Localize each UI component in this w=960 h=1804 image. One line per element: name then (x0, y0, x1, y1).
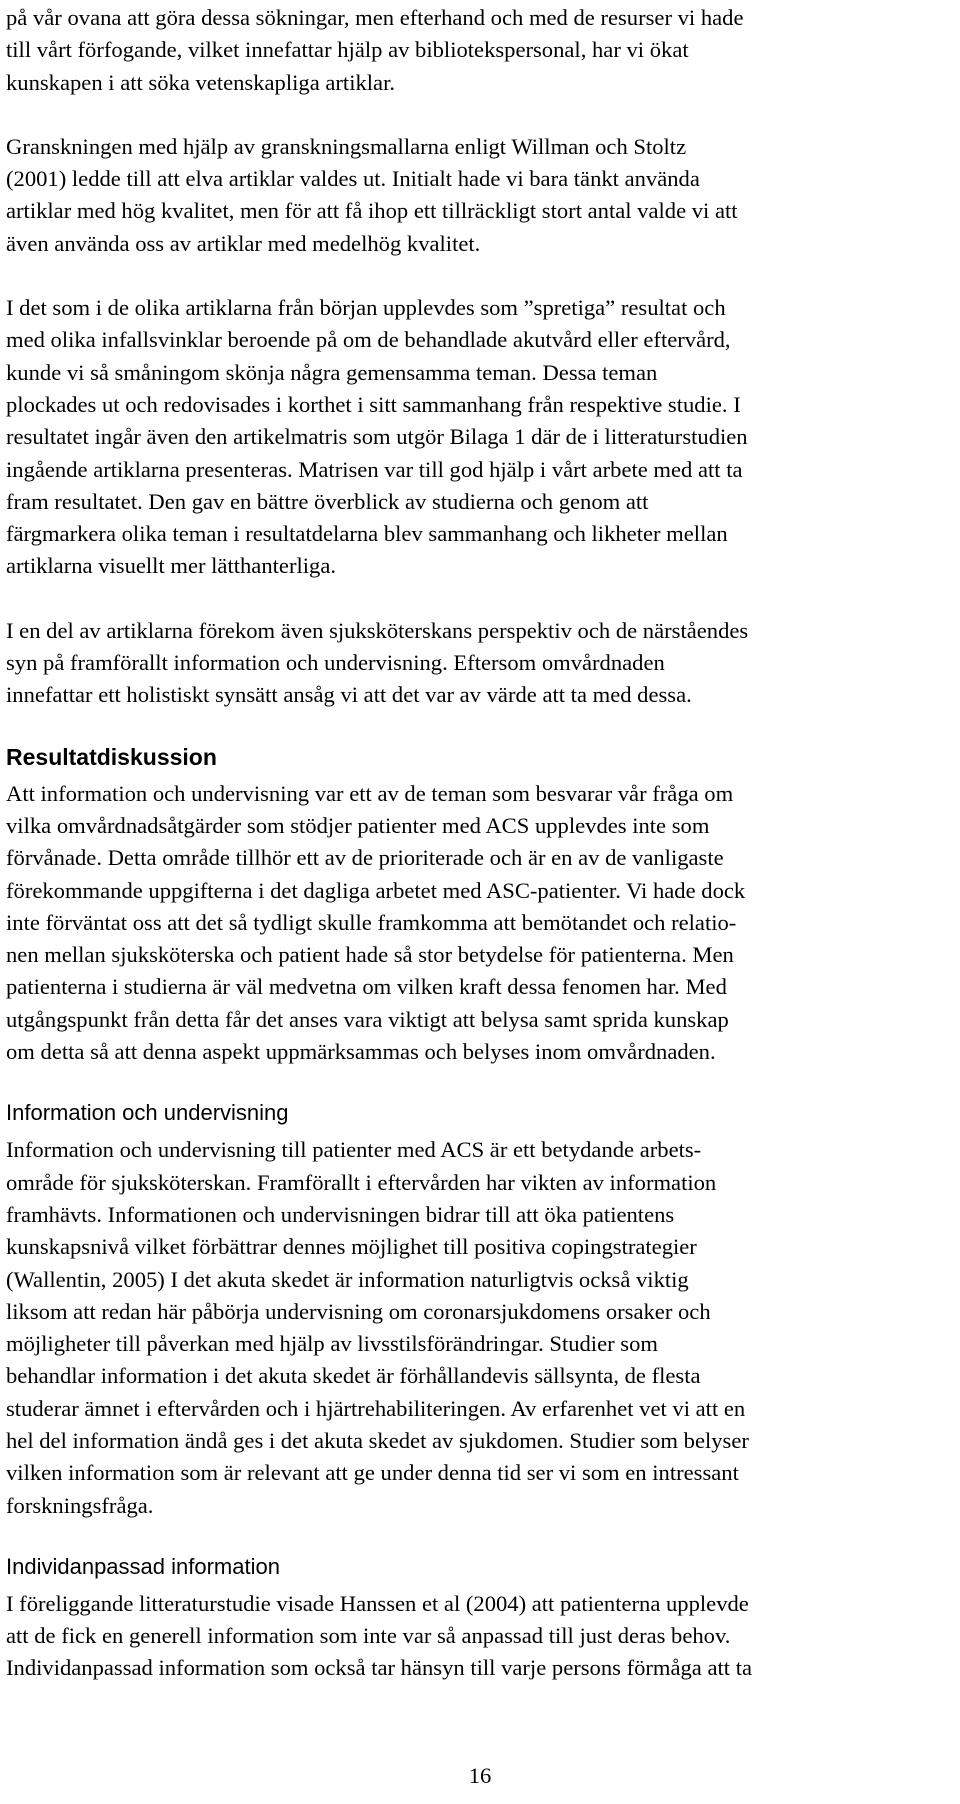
text-line: möjligheter till påverkan med hjälp av livsstilsförändringar. Studier som (6, 1331, 658, 1357)
text-line: artiklar med hög kvalitet, men för att få ihop ett tillräckligt stort antal valde vi att (6, 198, 738, 224)
page-number: 16 (468, 1763, 492, 1788)
text-line: liksom att redan här påbörja undervisning om coronarsjukdomens orsaker och (6, 1298, 711, 1324)
paragraph-information-education (6, 1134, 952, 1522)
text-line: patienterna i studierna är väl medvetna om vilken kraft dessa fenomen har. Med (6, 974, 727, 1000)
text-line: hel del information ändå ges i det akuta skedet av sjukdomen. Studier som belyser (6, 1427, 749, 1453)
text-line: studerar ämnet i eftervården och i hjärtrehabiliteringen. Av erfarenhet vet vi att en (6, 1395, 746, 1421)
paragraph-spacer (6, 712, 952, 736)
text-line: Att information och undervisning var ett av de teman som besvarar vår fråga om (6, 780, 734, 806)
text-line: område för sjuksköterskan. Framförallt i eftervården har vikten av information (6, 1169, 717, 1195)
text-line: att de fick en generell information som inte var så anpassad till just deras behov. (6, 1623, 731, 1649)
text-line: Information och undervisning till patienter med ACS är ett betydande arbets- (6, 1137, 702, 1163)
paragraph-spacer (6, 260, 952, 292)
text-line: syn på framförallt information och undervisning. Eftersom omvårdnaden (6, 650, 665, 676)
text-line: I föreliggande litteraturstudie visade Hanssen et al (2004) att patienterna upplevde (6, 1590, 749, 1616)
text-line: Granskningen med hjälp av granskningsmallarna enligt Willman och Stoltz (6, 133, 687, 159)
text-line: även använda oss av artiklar med medelhög kvalitet. (6, 230, 481, 256)
paragraph-spacer (6, 583, 952, 615)
text-line: med olika infallsvinklar beroende på om de behandlade akutvård eller eftervård, (6, 327, 731, 353)
text-line: inte förväntat oss att det så tydligt skulle framkomma att bemötandet och relatio- (6, 909, 737, 935)
text-line: ingående artiklarna presenteras. Matrisen var till god hjälp i vårt arbete med att ta (6, 456, 743, 482)
text-line: innefattar ett holistiskt synsätt ansåg vi att det var av värde att ta med dessa. (6, 682, 692, 708)
text-line: utgångspunkt från detta får det anses vara viktigt att belysa samt sprida kunskap (6, 1006, 729, 1032)
text-line: fram resultatet. Den gav en bättre överblick av studierna och genom att (6, 488, 649, 514)
text-line: om detta så att denna aspekt uppmärksammas och belyses inom omvårdnaden. (6, 1039, 716, 1065)
text-line: på vår ovana att göra dessa sökningar, men efterhand och med de resurser vi hade (6, 5, 744, 30)
paragraph-individual-information (6, 1588, 952, 1685)
subheading-information-och-undervisning: Information och undervisning (6, 1100, 289, 1126)
paragraph-search-experience (6, 2, 952, 99)
paragraph-spacer (6, 1068, 952, 1092)
section-heading-resultatdiskussion: Resultatdiskussion (6, 743, 217, 770)
text-line: resultatet ingår även den artikelmatris som utgör Bilaga 1 där de i litteraturstudien (6, 424, 748, 450)
paragraph-spacer (6, 99, 952, 131)
text-line: förvånade. Detta område tillhör ett av de prioriterade och är en av de vanligaste (6, 845, 724, 871)
page-content (6, 2, 952, 1685)
text-line: kunde vi så småningom skönja några gemensamma teman. Dessa teman (6, 359, 658, 385)
text-line: vilka omvårdnadsåtgärder som stödjer patienter med ACS upplevdes inte som (6, 812, 710, 838)
text-line: forskningsfråga. (6, 1492, 154, 1518)
subheading-individanpassad-information: Individanpassad information (6, 1553, 280, 1579)
paragraph-perspective (6, 615, 952, 712)
text-line: förekommande uppgifterna i det dagliga arbetet med ASC-patienter. Vi hade dock (6, 877, 746, 903)
text-line: färgmarkera olika teman i resultatdelarna blev sammanhang och likheter mellan (6, 521, 728, 547)
text-line: (2001) ledde till att elva artiklar valdes ut. Initialt hade vi bara tänkt använda (6, 166, 700, 192)
text-line: till vårt förfogande, vilket innefattar hjälp av bibliotekspersonal, har vi ökat (6, 37, 689, 63)
text-line: kunskapen i att söka vetenskapliga artiklar. (6, 69, 396, 95)
paragraph-review (6, 131, 952, 260)
text-line: framhävts. Informationen och undervisningen bidrar till att öka patientens (6, 1201, 675, 1227)
text-line: I en del av artiklarna förekom även sjuksköterskans perspektiv och de närståendes (6, 617, 749, 643)
text-line: (Wallentin, 2005) I det akuta skedet är information naturligtvis också viktig (6, 1266, 689, 1292)
text-line: I det som i de olika artiklarna från början upplevdes som ”spretiga” resultat och (6, 295, 726, 321)
text-line: artiklarna visuellt mer lätthanterliga. (6, 553, 336, 579)
paragraph-result-discussion (6, 778, 952, 1069)
text-line: behandlar information i det akuta skedet är förhållandevis sällsynta, de flesta (6, 1363, 701, 1389)
text-line: nen mellan sjuksköterska och patient hade så stor betydelse för patienterna. Men (6, 942, 734, 968)
text-line: plockades ut och redovisades i korthet i sitt sammanhang från respektive studie. I (6, 391, 741, 417)
paragraph-themes (6, 292, 952, 583)
text-line: vilken information som är relevant att ge under denna tid ser vi som en intressant (6, 1460, 739, 1486)
text-line: Individanpassad information som också tar hänsyn till varje persons förmåga att ta (6, 1655, 753, 1681)
text-line: kunskapsnivå vilket förbättrar dennes möjlighet till positiva copingstrategier (6, 1234, 697, 1260)
paragraph-spacer (6, 1522, 952, 1546)
